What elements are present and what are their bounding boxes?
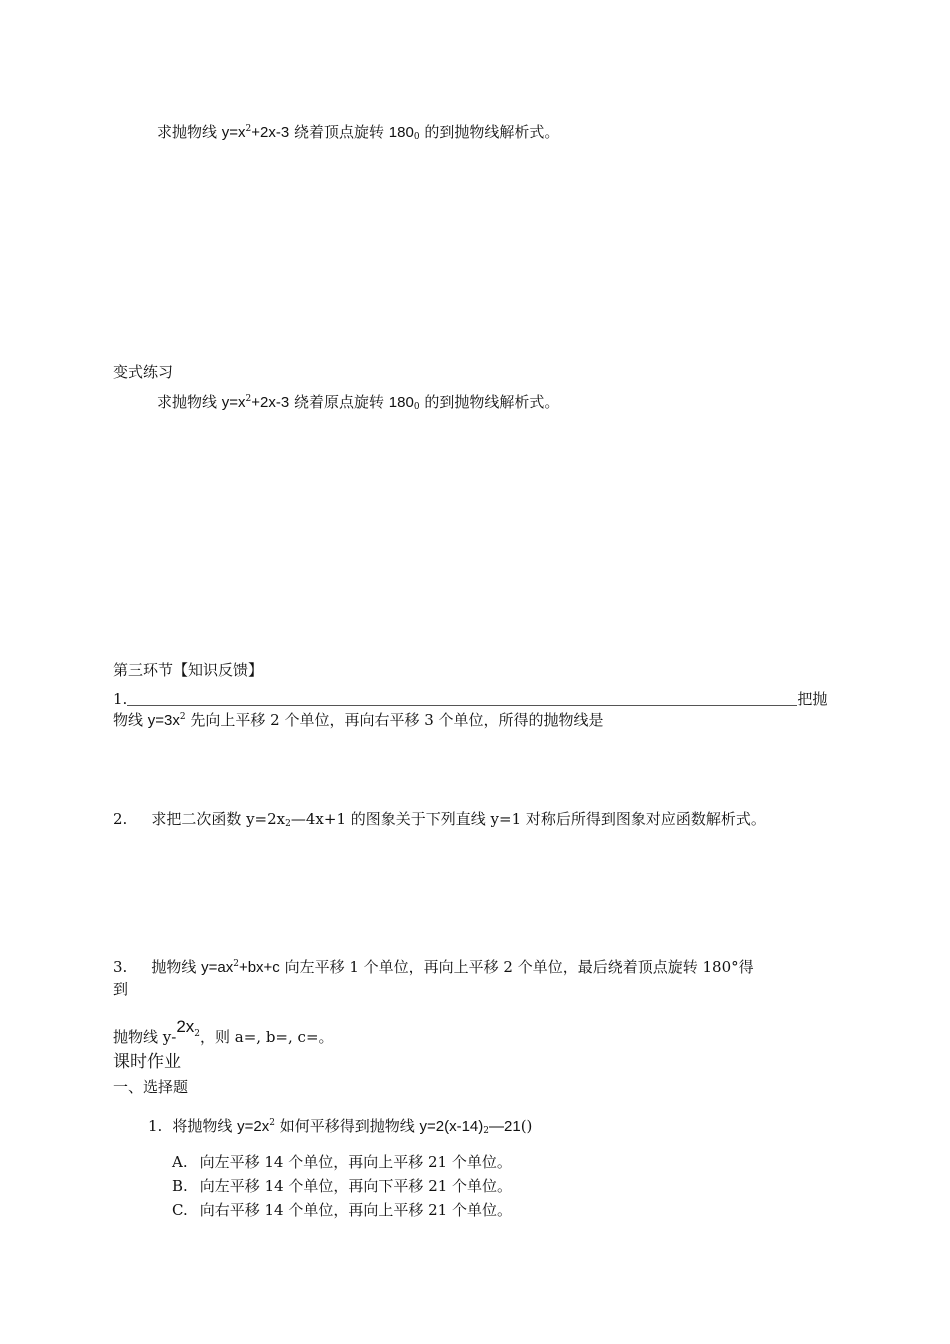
q1-line1: 1. 把抛 [113,690,828,708]
section3-heading: 第三环节【知识反馈】 [113,661,264,679]
q3-line3: 抛物线 $y-2x_2$，则 a=, b=, c=。 [113,1017,334,1046]
variant-problem: 求抛物线 $y=x^2+2x-3$ 绕着原点旋转 $180_0$ 的到抛物线解析式。 [157,393,560,412]
variant-heading: 变式练习 [113,363,174,381]
option-b[interactable]: B. 向左平移 14 个单位，再向下平移 21 个单位。 [172,1177,513,1195]
q2: 2. 求把二次函数 $y=2x_2—4x+1$ 的图象关于下列直线 y=1 对称后所得到图象对应函数解析式。 [113,810,766,829]
q1-line2: 物线 $y=3x^2$ 先向上平移 2 个单位，再向右平移 3 个单位，所得的抛物线是 [113,711,604,729]
option-a[interactable]: A. 向左平移 14 个单位，再向上平移 21 个单位。 [172,1153,512,1171]
q3-line2: 到 [113,980,129,998]
main-problem: 求抛物线 $y=x^2+2x-3$ 绕着顶点旋转 $180_0$ 的到抛物线解析式。 [157,123,560,142]
q3-line1: 3. 抛物线 $y=ax^2+bx+c$ 向左平移 1 个单位，再向上平移 2 个单位，最后绕着顶点旋转 180°得 [113,958,754,976]
homework-heading: 课时作业 [113,1052,181,1072]
hq1: 1. 将抛物线 $y=2x^2$ 如何平移得到抛物线 $y=2(x-14)_2—21()$ [148,1117,533,1136]
option-c[interactable]: C. 向右平移 14 个单位，再向上平移 21 个单位。 [172,1201,512,1219]
choice-section-heading: 一、选择题 [113,1078,189,1096]
answer-blank[interactable] [127,691,797,706]
